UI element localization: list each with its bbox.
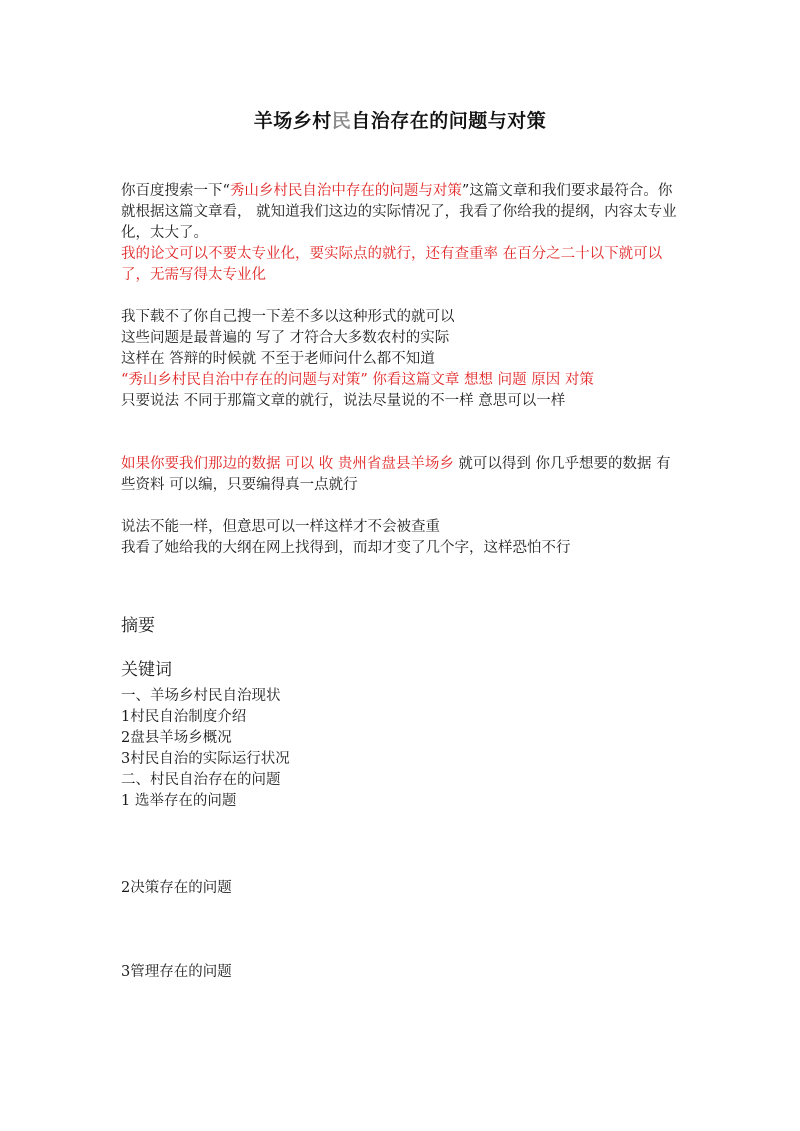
intro-text [121,181,683,244]
intro-text-a: 你百度搜索一下“ [121,183,230,199]
outline-item: 二、村民自治存在的问题 [121,772,281,788]
keywords-heading: 关键词 [121,660,172,680]
data-source-red: 如果你要我们那边的数据 可以 收 贵州省盘县羊场乡 [121,456,454,472]
intro-text-c: ”这篇文章和我们要求最符合。你就根据这篇文章看， 就知道我们这边的实际情况了，我看了你给我的提纲，内容太专业化，太大了。 [121,183,677,241]
instruction-line-4: “秀山乡村民自治中存在的问题与对策” 你看这篇文章 想想 问题 原因 对策 [121,372,594,388]
title-part-1: 羊场乡村 [253,110,332,132]
outline-item: 一、羊场乡村民自治现状 [121,688,281,704]
section-management: 3管理存在的问题 [121,964,232,980]
paragraph-wording [121,517,683,559]
paragraph-instructions [121,307,683,412]
outline-item: 2盘县羊场乡概况 [121,730,232,746]
wording-line-2: 我看了她给我的大纲在网上找得到，而却才变了几个字，这样恐怕不行 [121,540,571,556]
paragraph-intro [121,181,683,286]
abstract-heading: 摘要 [121,616,155,636]
paragraph-data-source [121,454,683,496]
outline-item: 3村民自治的实际运行状况 [121,751,290,767]
title-part-2: 自治存在的问题与对策 [351,110,547,132]
outline-item: 1 选举存在的问题 [121,793,237,809]
data-source-text [121,454,683,496]
instruction-line-3: 这样在 答辩的时候就 不至于老师问什么都不知道 [121,351,435,367]
outline-list [121,686,290,812]
wording-line-1: 说法不能一样，但意思可以一样这样才不会被查重 [121,519,440,535]
instruction-line-1: 我下载不了你自己搜一下差不多以这种形式的就可以 [121,309,455,325]
data-source-rest: 就可以得到 你几乎想要的数据 有些资料 可以编，只要编得真一点就行 [121,456,671,493]
title-part-gray: 民 [331,110,352,132]
section-decision: 2决策存在的问题 [121,880,232,896]
instruction-line-2: 这些问题是最普遍的 写了 才符合大多数农村的实际 [121,330,450,346]
outline-item: 1村民自治制度介绍 [121,709,247,725]
intro-text-red-title: 秀山乡村民自治中存在的问题与对策 [229,183,462,199]
instruction-line-5: 只要说法 不同于那篇文章的就行，说法尽量说的不一样 意思可以一样 [121,393,566,409]
requirement-note: 我的论文可以不要太专业化，要实际点的就行，还有查重率 在百分之二十以下就可以了，无需写得太专业化 [121,246,663,283]
document-title [0,106,800,133]
